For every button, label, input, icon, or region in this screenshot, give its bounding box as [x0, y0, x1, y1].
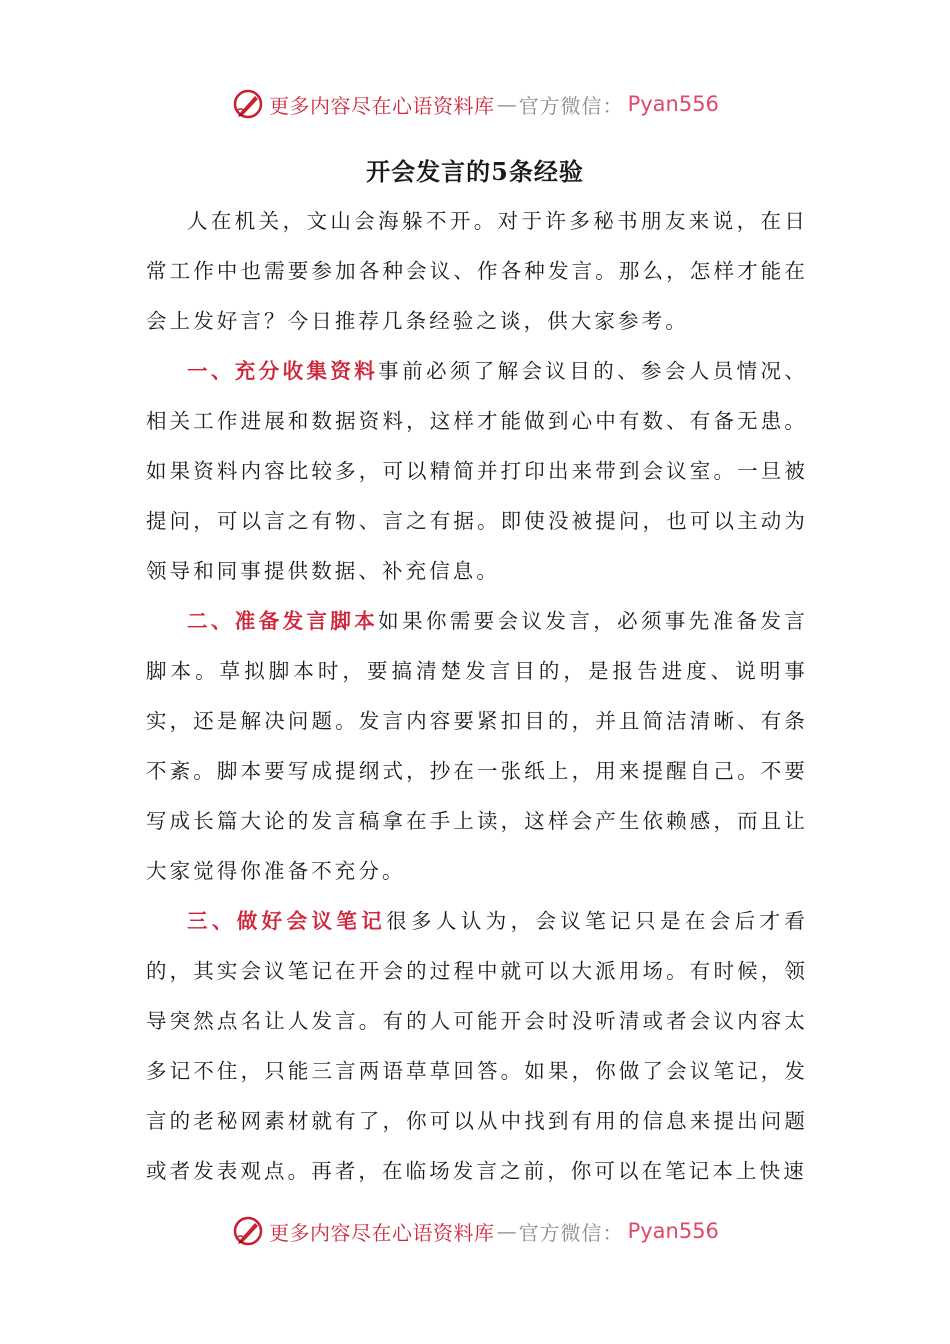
- intro-paragraph: 人在机关，文山会海躲不开。对于许多秘书朋友来说，在日常工作中也需要参加各种会议、作各种发言。那么，怎样才能在会上发好言？今日推荐几条经验之谈，供大家参考。: [146, 209, 808, 333]
- banner-dash: —: [496, 92, 517, 116]
- banner-wechat-label: 官方微信：: [518, 93, 624, 118]
- section-2-heading: 二、准备发言脚本: [187, 609, 379, 633]
- section-2-paragraph: [146, 596, 808, 896]
- pen-logo-icon: [231, 1214, 265, 1248]
- banner-wechat-id: Pyan556: [627, 1219, 719, 1243]
- section-1-paragraph: [146, 346, 808, 596]
- section-3-heading: 三、做好会议笔记: [187, 909, 387, 933]
- banner-text: 更多内容尽在心语资料库: [269, 1220, 495, 1245]
- header-banner: [0, 84, 950, 124]
- footer-banner: [0, 1211, 950, 1251]
- section-2-body: 如果你需要会议发言，必须事先准备发言脚本。草拟脚本时，要搞清楚发言目的，是报告进度、说明事实，还是解决问题。发言内容要紧扣目的，并且简洁清晰、有条不紊。脚本要写成提纲式，抄在一张纸上，用来提醒自己。不要写成长篇大论的发言稿拿在手上读，这样会产生依赖感，而且让大家觉得你准备不充分。: [146, 609, 808, 883]
- section-3-paragraph: [146, 896, 808, 1196]
- banner-wechat-label: 官方微信：: [518, 1220, 624, 1245]
- banner-text: 更多内容尽在心语资料库: [269, 93, 495, 118]
- section-1-heading: 一、充分收集资料: [187, 359, 379, 383]
- banner-wechat-id: Pyan556: [627, 92, 719, 116]
- section-3-body: 很多人认为，会议笔记只是在会后才看的，其实会议笔记在开会的过程中就可以大派用场。有时候，领导突然点名让人发言。有的人可能开会时没听清或者会议内容太多记不住，只能三言两语草草回答。如果，你做了会议笔记，发言的老秘网素材就有了，你可以从中找到有用的信息来提出问题或者发表观点。再者，在临场发言之前，你可以在笔记本上快速: [146, 909, 808, 1183]
- document-title: 开会发言的5条经验: [366, 157, 584, 186]
- document-body: [146, 196, 808, 1196]
- pen-logo-icon: [231, 87, 265, 121]
- banner-dash: —: [496, 1219, 517, 1243]
- section-1-body: 事前必须了解会议目的、参会人员情况、相关工作进展和数据资料，这样才能做到心中有数、有备无患。如果资料内容比较多，可以精简并打印出来带到会议室。一旦被提问，可以言之有物、言之有据。即使没被提问，也可以主动为领导和同事提供数据、补充信息。: [146, 359, 808, 583]
